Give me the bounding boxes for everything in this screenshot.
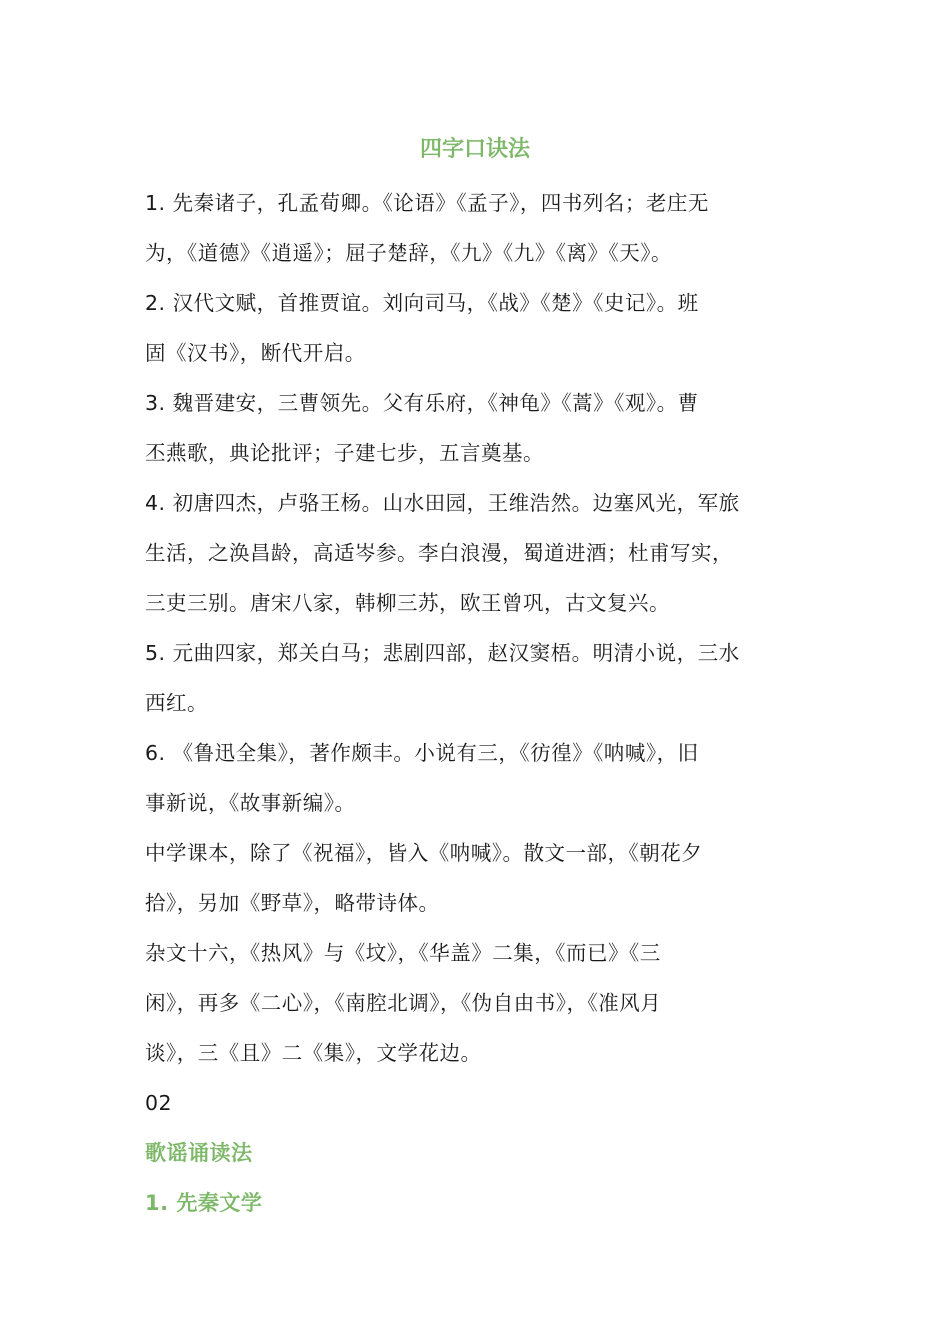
text-line: 生活，之涣昌龄，高适岑参。李白浪漫，蜀道进酒；杜甫写实，	[145, 541, 733, 565]
text-line: 杂文十六，《热风》与《坟》，《华盖》二集，《而已》《三	[145, 941, 661, 965]
text-line: 2. 汉代文赋，首推贾谊。刘向司马，《战》《楚》《史记》。班	[145, 291, 699, 315]
section-heading: 歌谣诵读法	[145, 1141, 253, 1165]
page-title: 四字口诀法	[419, 137, 530, 162]
text-line: 1. 先秦诸子，孔孟荀卿。《论语》《孟子》，四书列名；老庄无	[145, 191, 709, 215]
text-line: 6. 《鲁迅全集》，著作颇丰。小说有三，《彷徨》《呐喊》，旧	[145, 741, 699, 765]
text-line: 拾》，另加《野草》，略带诗体。	[145, 891, 440, 915]
text-line: 为，《道德》《逍遥》；屈子楚辞，《九》《九》《离》《天》。	[145, 241, 672, 265]
text-line: 谈》，三《且》二《集》，文学花边。	[145, 1041, 482, 1065]
body-text	[145, 178, 805, 1228]
text-line: 4. 初唐四杰，卢骆王杨。山水田园，王维浩然。边塞风光，军旅	[145, 491, 740, 515]
text-line: 西红。	[145, 691, 208, 715]
text-line: 3. 魏晋建安，三曹领先。父有乐府，《神龟》《蒿》《观》。曹	[145, 391, 699, 415]
text-line: 5. 元曲四家，郑关白马；悲剧四部，赵汉窦梧。明清小说，三水	[145, 641, 740, 665]
text-line: 中学课本，除了《祝福》，皆入《呐喊》。散文一部，《朝花夕	[145, 841, 703, 865]
text-line: 丕燕歌，典论批评；子建七步，五言奠基。	[145, 441, 544, 465]
text-line: 固《汉书》，断代开启。	[145, 341, 366, 365]
sub-heading: 1. 先秦文学	[145, 1191, 263, 1215]
text-line: 事新说，《故事新编》。	[145, 791, 356, 815]
text-line: 三吏三别。唐宋八家，韩柳三苏，欧王曾巩，古文复兴。	[145, 591, 670, 615]
text-line: 闲》，再多《二心》，《南腔北调》，《伪自由书》，《准风月	[145, 991, 662, 1015]
section-number: 02	[145, 1091, 173, 1115]
